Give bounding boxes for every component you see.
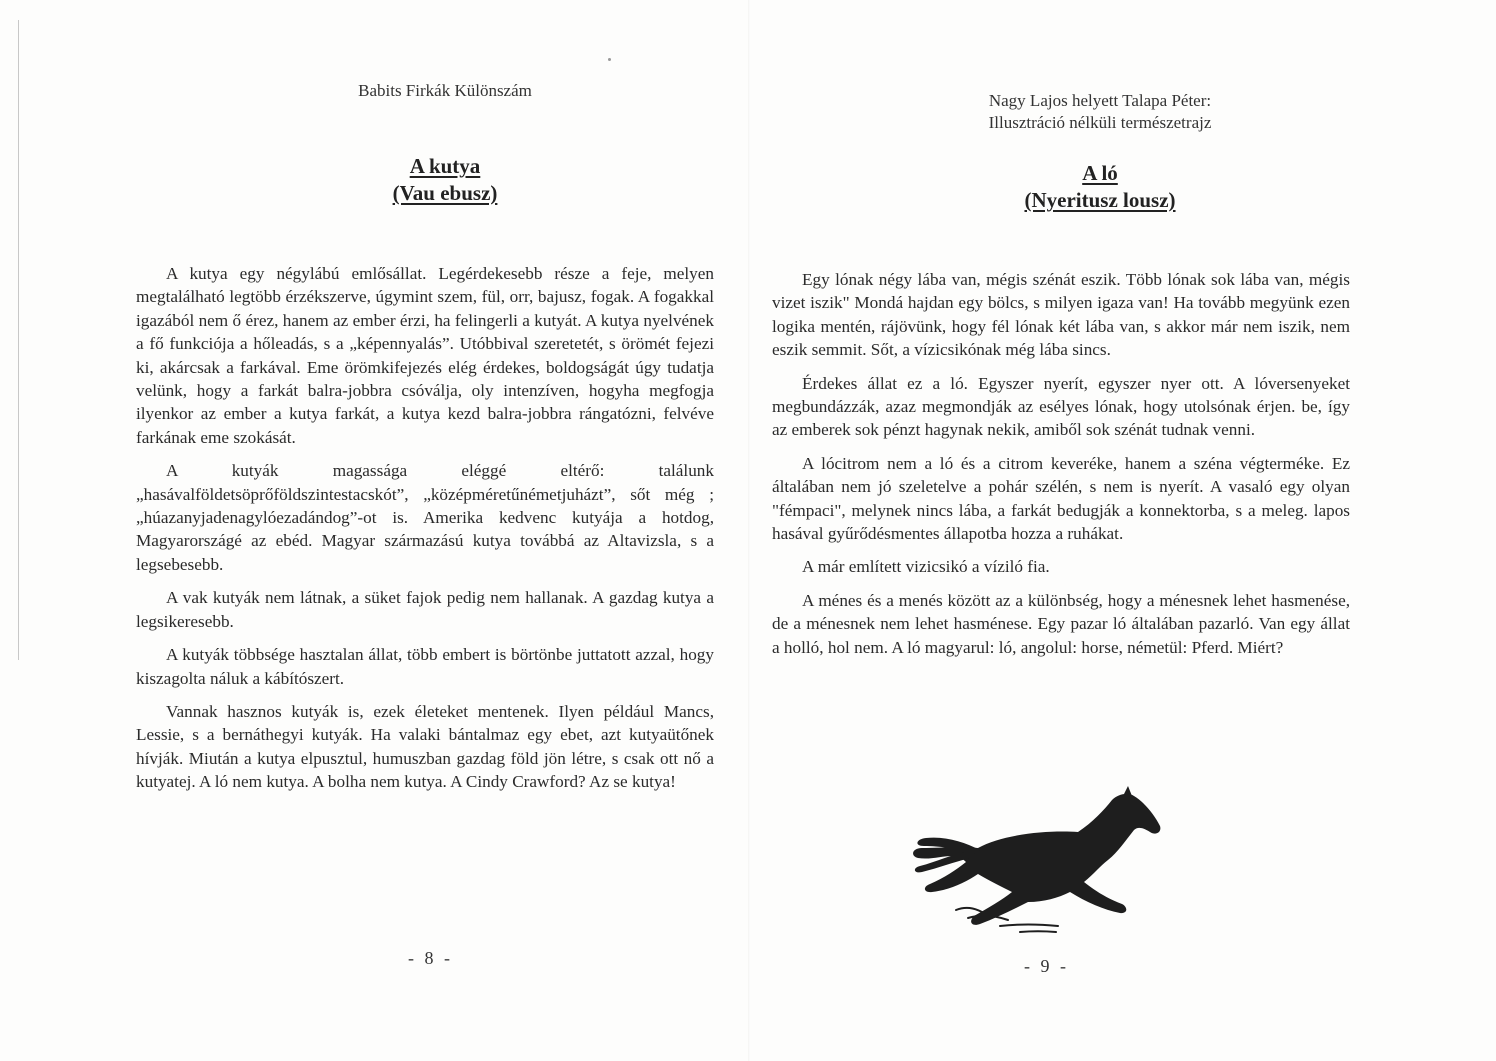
right-page-number: - 9 - bbox=[1024, 956, 1069, 976]
left-title-line1: A kutya bbox=[409, 154, 481, 178]
right-page bbox=[750, 0, 1496, 1061]
right-paragraph-1: Egy lónak négy lába van, mégis szénát eszik. Több lónak sok lába van, mégis vizet iszik" Mondá hajdan egy bölcs, s milyen igaza van! Ha tovább megyünk ezen logika mentén, rájövünk, hogy fél lónak két lába van, s akkor már nem iszik, nem eszik semmit. Sőt, a vízicsikónak még lába sincs. bbox=[772, 270, 1350, 360]
left-page-header: Babits Firkák Különszám bbox=[358, 81, 532, 100]
right-paragraph-2: Érdekes állat ez a ló. Egyszer nyerít, egyszer nyer ott. A lóversenyeket megbundázzák, azaz megmondják az esélyes lónak, hogy utolsónak érjen. be, így az emberek sok pénzt hagynak nekik, amiből sok szénát tudnak venni. bbox=[772, 373, 1350, 440]
galloping-horse-icon bbox=[908, 786, 1168, 936]
right-page-title bbox=[860, 160, 1340, 214]
right-paragraph-5: A ménes és a menés között az a különbség, hogy a ménesnek lehet hasmenése, de a ménesnek nem lehet hasménese. Egy pazar ló általában pazarló. Van egy állat a holló, hol nem. A ló magyarul: ló, angolul: horse, németül: Pferd. Miért? bbox=[772, 590, 1350, 657]
left-page-title bbox=[250, 153, 640, 207]
right-title-line1: A ló bbox=[1082, 161, 1118, 185]
left-paragraph-1: A kutya egy négylábú emlősállat. Legérdekesebb része a feje, melyen megtalálható legtöbb érzékszerve, úgymint szem, fül, orr, bajusz, fogak. A fogakkal igazából nem ő érez, hanem az ember érzi, ha felingerli a kutyát. A kutya nyelvének a fő funkciója a hőleadás, s a „képennyalás”. Utóbbival szeretetét, s örömét fejezi ki, akárcsak a farkával. Eme örömkifejezés elég érdekes, boldogságát úgy tudatja velünk, hogy a farkát balra-jobbra csóválja, oly intenzíven, hogyha megfogja ilyenkor az ember a kutya farkát, a kutya kezd balra-jobbra rángatózni, felvéve farkának eme szokását. bbox=[136, 264, 714, 447]
left-paragraph-4: A kutyák többsége hasztalan állat, több embert is börtönbe juttatott azzal, hogy kiszagolta náluk a kábítószert. bbox=[136, 645, 714, 688]
left-paragraph-5: Vannak hasznos kutyák is, ezek életeket mentenek. Ilyen például Mancs, Lessie, s a bernáthegyi kutyák. Ha valaki bántalmaz egy ebet, azt kutyaütőnek hívják. Miután a kutya elpusztul, humuszban gazdag föld jön létre, s csak ott nő a kutyatej. A ló nem kutya. A bolha nem kutya. A Cindy Crawford? Az se kutya! bbox=[136, 701, 714, 792]
left-article-body bbox=[136, 262, 714, 804]
horse-silhouette bbox=[913, 786, 1160, 925]
left-paragraph-2: A kutyák magassága eléggé eltérő: találunk „hasávalföldetsöprőföldszintestacskót”, „középméretűnémetjuházt”, sőt még ;„húazanyjadenagylóezadándog”-ot is. Amerika kedvenc kutyája a hotdog, Magyarországé az ebéd. Magyar származású kutya továbbá az Altavizsla, s a legsebesebb. bbox=[136, 461, 714, 574]
right-paragraph-3: A lócitrom nem a ló és a citrom keveréke, hanem a széna végterméke. Ez általában nem jó szeletelve a pohár szélén, s nem is nyerít. A vasaló egy olyan "fémpaci", melynek nincs lába, a farkát bedugják a konnektorba, s a meleg. lapos hasával gyűrődésmentes állapotba hozza a ruhákat. bbox=[772, 453, 1350, 544]
right-header-line1: Nagy Lajos helyett Talapa Péter: bbox=[988, 91, 1212, 110]
right-page-header bbox=[860, 90, 1340, 134]
right-title-line2: (Nyeritusz lousz) bbox=[1024, 188, 1176, 212]
right-article-body bbox=[772, 268, 1350, 669]
right-paragraph-4: A már említett vizicsikó a víziló fia. bbox=[802, 557, 1050, 577]
left-paragraph-3: A vak kutyák nem látnak, a süket fajok pedig nem hallanak. A gazdag kutya a legsikeresebb. bbox=[136, 588, 714, 631]
left-title-line2: (Vau ebusz) bbox=[392, 181, 498, 205]
right-header-line2: Illusztráció nélküli természetrajz bbox=[988, 113, 1212, 132]
left-page-number: - 8 - bbox=[408, 948, 453, 968]
